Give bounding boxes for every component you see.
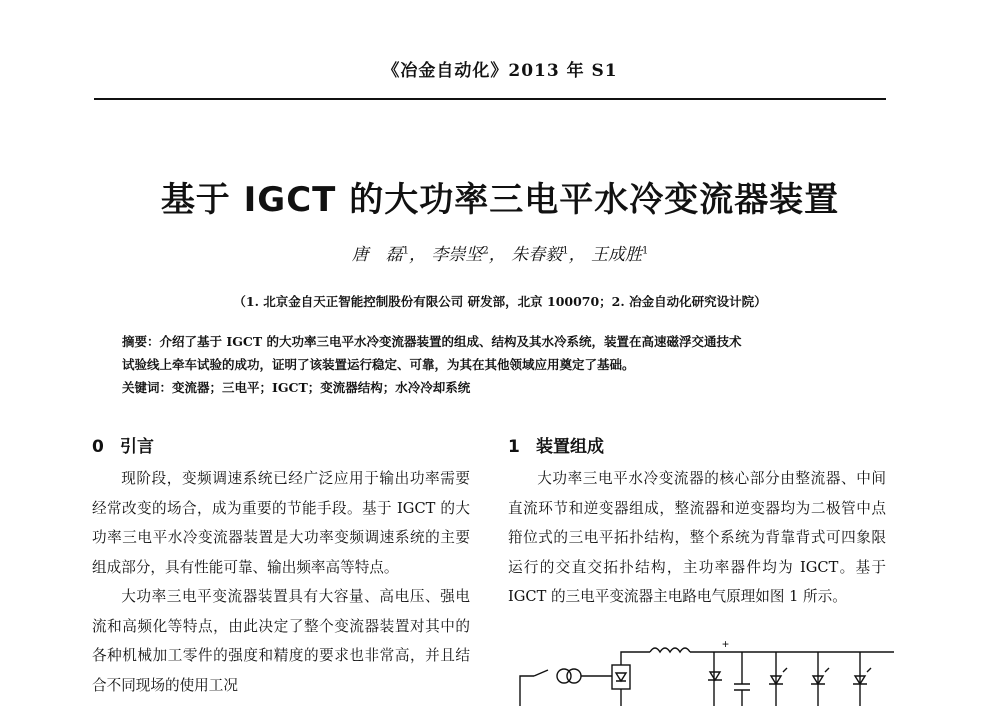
paper-title: 基于 IGCT 的大功率三电平水冷变流器装置 [160, 180, 840, 220]
author-list [0, 240, 1000, 265]
keywords-line: 关键词：变流器；三电平；IGCT；变流器结构；水冷冷却系统 [122, 380, 471, 395]
section-heading [92, 432, 470, 462]
paragraph: 大功率三电平水冷变流器的核心部分由整流器、中间直流环节和逆变器组成，整流器和逆变器均为二极管中点箝位式的三电平拓扑结构，整个系统为背靠背式可四象限运行的交直交拓扑结构，主功率器件均为 IGCT。基于 IGCT 的三电平变流器主电路电气原理如图 1 所示。 [508, 470, 886, 605]
section-title: 引言 [120, 437, 154, 457]
header-rule [94, 98, 886, 100]
right-column [508, 432, 886, 612]
paragraph: 大功率三电平变流器装置具有大容量、高电压、强电流和高频化等特点，由此决定了整个变流器装置对其中的各种机械加工零件的强度和精度的要求也非常高，并且结合不同现场的使用工况 [92, 588, 470, 694]
author-affil-mark: 1 [641, 245, 649, 257]
author-affil-mark: 1 [562, 245, 569, 257]
rectifier-module-icon [612, 665, 630, 689]
author-separator: ， [488, 245, 506, 265]
author-name: 朱春毅 [511, 245, 563, 265]
paragraph: 现阶段，变频调速系统已经广泛应用于输出功率需要经常改变的场合，成为重要的节能手段。基于 IGCT 的大功率三电平水冷变流器装置是大功率变频调速系统的主要组成部分，具有性能可靠、输出频率高等特点。 [92, 470, 470, 576]
author-separator: ， [568, 245, 586, 265]
section-heading [508, 432, 886, 462]
section-title: 装置组成 [536, 437, 604, 457]
author-name: 唐 磊 [351, 245, 403, 265]
left-column [92, 432, 470, 700]
author-separator: ， [409, 245, 427, 265]
transformer-icon [567, 669, 581, 683]
abstract-line: 试验线上牵车试验的成功，证明了该装置运行稳定、可靠，为其在其他领域应用奠定了基础。 [122, 357, 635, 372]
author-name: 王成胜 [590, 245, 642, 265]
circuit-diagram [514, 640, 894, 706]
author-name: 李崇坚 [431, 245, 483, 265]
dc-plus-label: + [722, 640, 730, 651]
capacitor-icon [734, 684, 750, 690]
author-affil-mark: 2 [482, 245, 489, 257]
thyristor-icon [708, 672, 722, 680]
affiliations: （1. 北京金自天正智能控制股份有限公司 研发部，北京 100070；2. 冶金自动化研究设计院） [233, 294, 767, 309]
circuit-wire [520, 676, 534, 706]
abstract-block [122, 330, 882, 399]
section-number: 1 [508, 437, 520, 457]
switch-icon [534, 670, 548, 676]
diode-icon [616, 673, 626, 681]
igct-icon [853, 668, 871, 684]
abstract-line: 摘要：介绍了基于 IGCT 的大功率三电平水冷变流器装置的组成、结构及其水冷系统，装置在高速磁浮交通技术 [122, 334, 742, 349]
inductor-icon [650, 648, 690, 652]
journal-header: 《冶金自动化》2013 年 S1 [382, 61, 618, 81]
igct-icon [811, 668, 829, 684]
section-number: 0 [92, 437, 104, 457]
author-affil-mark: 1 [402, 245, 410, 257]
circuit-wire [621, 652, 650, 665]
igct-icon [769, 668, 787, 684]
